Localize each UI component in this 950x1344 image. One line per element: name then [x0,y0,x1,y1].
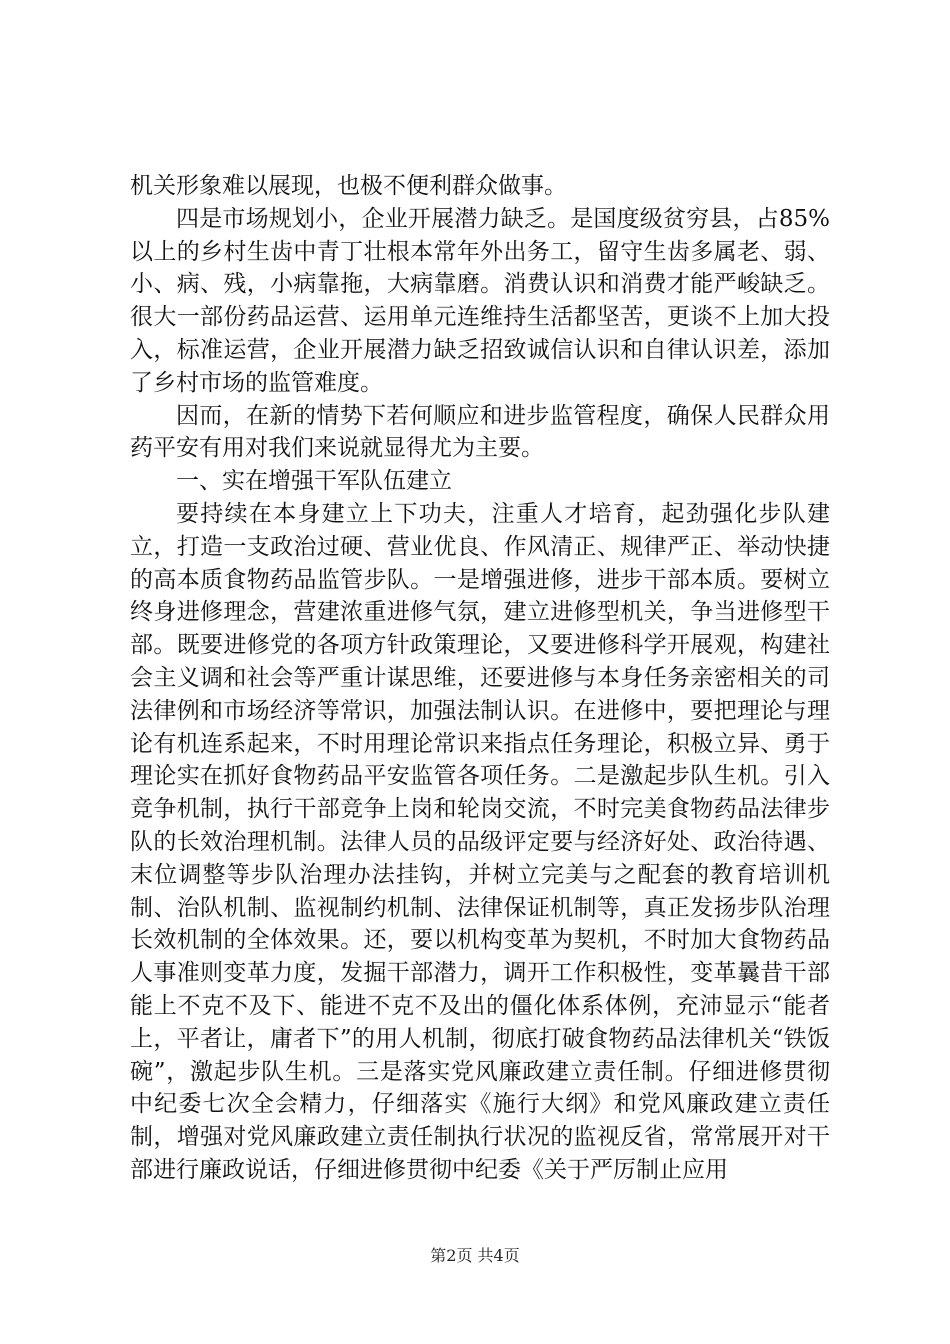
paragraph-continuation: 机关形象难以展现，也极不便利群众做事。 [130,173,567,199]
paragraph-team-building: 要持续在本身建立上下功夫，注重人才培育，起劲强化步队建立，打造一支政治过硬、营业优良、作风清正、规律严正、举动快捷的高本质食物药品监管步队。一是增强进修，进步干部本质。要树立终身进修理念，营建浓重进修气氛，建立进修型机关，争当进修型干部。既要进修党的各项方针政策理论，又要进修科学开展观，构建社会主义调和社会等严重计谋思维，还要进修与本身任务亲密相关的司法律例和市场经济等常识，加强法制认识。在进修中，要把理论与理论有机连系起来，不时用理论常识来指点任务理论，积极立异、勇于理论实在抓好食物药品平安监管各项任务。二是激起步队生机。引入竞争机制，执行干部竞争上岗和轮岗交流，不时完美食物药品法律步队的长效治理机制。法律人员的品级评定要与经济好处、政治待遇、末位调整等步队治理办法挂钩，并树立完美与之配套的教育培训机制、治队机制、监视制约机制、法律保证机制等，真正发扬步队治理长效机制的全体效果。还，要以机构变革为契机，不时加大食物药品人事准则变革力度，发掘干部潜力，调开工作积极性，变革曩昔干部能上不克不及下、能进不克不及出的僵化体系体例，充沛显示“能者上，平者让，庸者下”的用人机制，彻底打破食物药品法律机关“铁饭碗”，激起步队生机。三是落实党风廉政建立责任制。仔细进修贯彻中纪委七次全会精力，仔细落实《施行大纲》和党风廉政建立责任制，增强对党风廉政建立责任制执行状况的监视反省，常常展开对干部进行廉政说话，仔细进修贯彻中纪委《关于严厉制止应用 [130,500,830,1183]
section-heading-team-building: 一、实在增强干军队伍建立 [176,468,452,495]
paragraph-market-planning: 四是市场规划小，企业开展潜力缺乏。是国度级贫穷县，占85%以上的乡村生齿中青丁壮根本常年外出务工，留守生齿多属老、弱、小、病、残，小病靠拖，大病靠磨。消费认识和消费才能严峻缺乏。很大一部份药品运营、运用单元连维持生活都坚苦，更谈不上加大投入，标准运营，企业开展潜力缺乏招致诚信认识和自律认识差，添加了乡村市场的监管难度。 [130,205,830,396]
paragraph-therefore: 因而，在新的情势下若何顺应和进步监管程度，确保人民群众用药平安有用对我们来说就显得尤为主要。 [130,402,830,462]
document-body [130,170,830,1187]
page-number-footer: 第2页 共4页 [430,1246,520,1265]
